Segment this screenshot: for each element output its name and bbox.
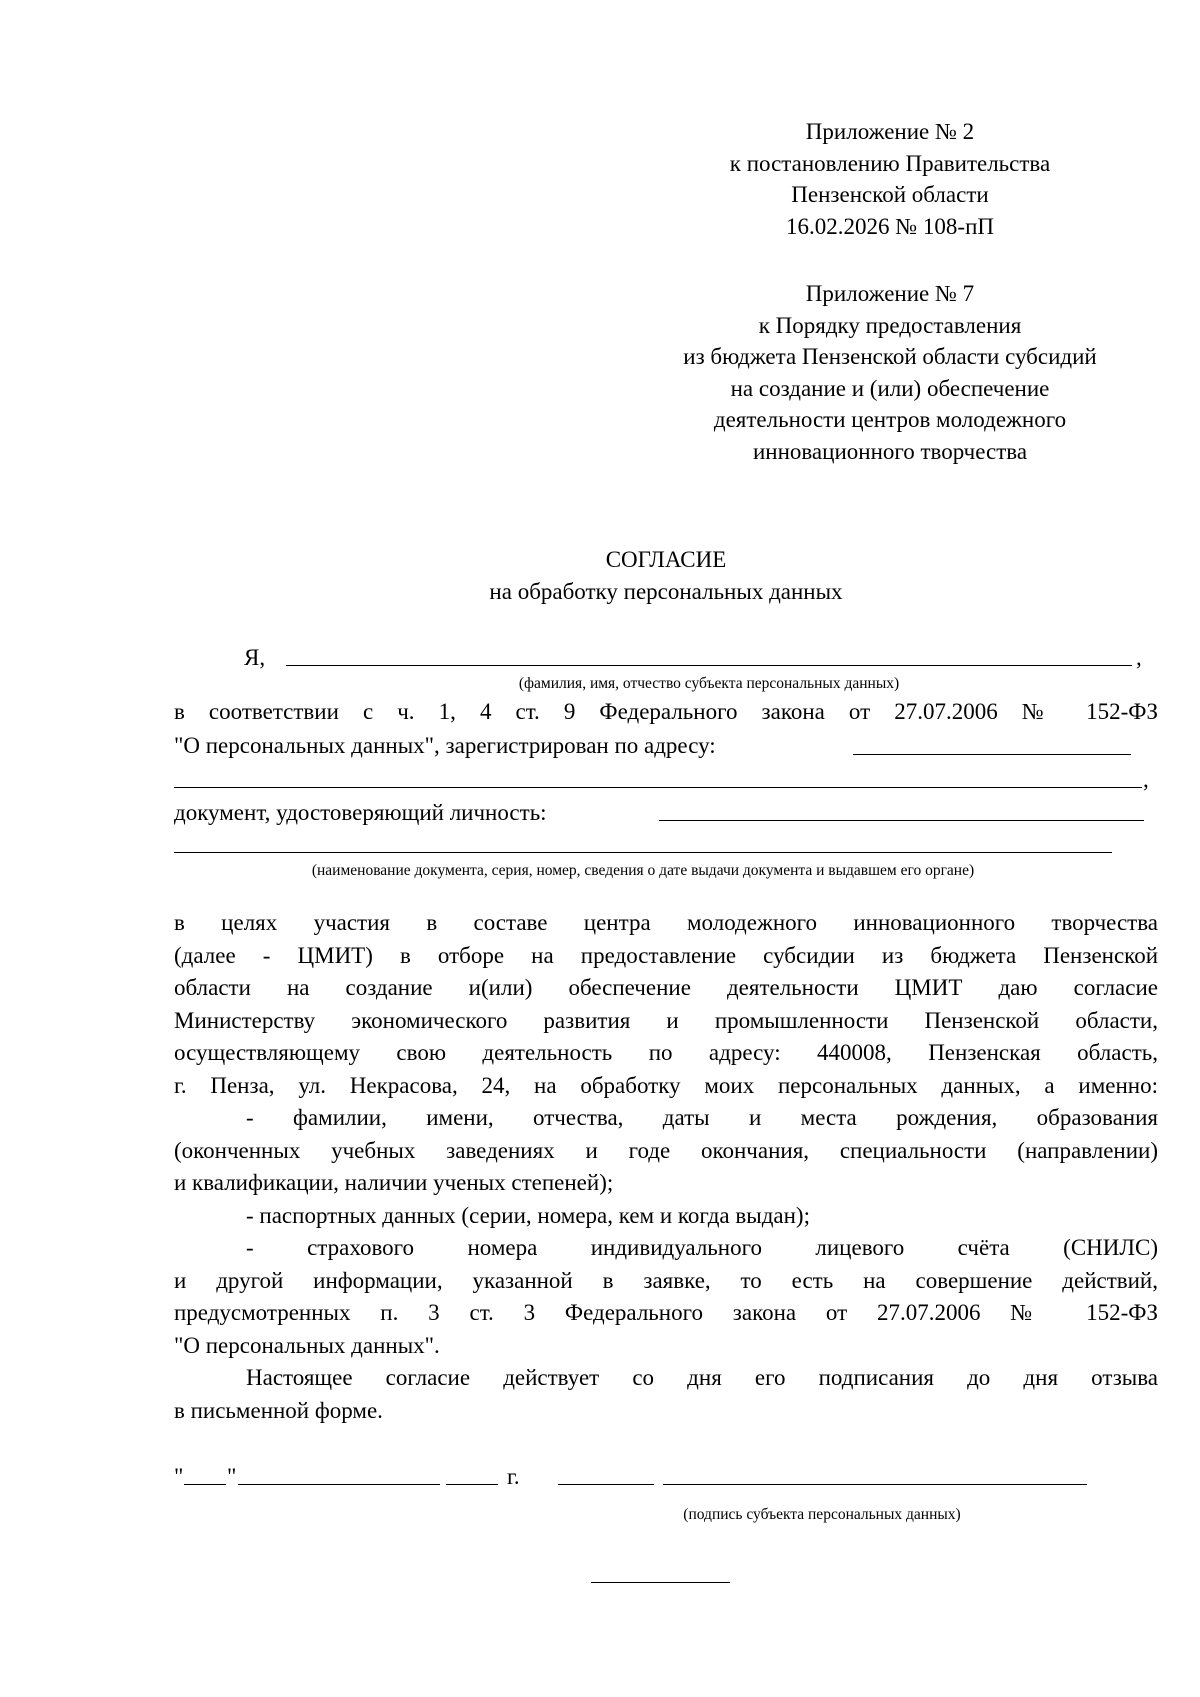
month-input-line[interactable]: [238, 1484, 440, 1485]
validity-line: Настоящее согласие действует со дня его подписания до дня отзыва: [246, 1365, 1158, 1390]
date-quote-close: ": [227, 1464, 237, 1489]
appendix-2-line: к постановлению Правительства: [729, 150, 1051, 176]
body-line: г. Пенза, ул. Некрасова, 24, на обработку моих персональных данных, а именно:: [174, 1072, 1158, 1098]
list-item-line: и квалификации, наличии ученых степеней);: [174, 1170, 614, 1195]
list-item-line: - паспортных данных (серии, номера, кем и когда выдан);: [246, 1202, 810, 1228]
fio-comma: ,: [1136, 645, 1142, 670]
body-line: области на создание и(или) обеспечение деятельности ЦМИТ даю согласие: [174, 975, 1158, 1000]
signature-hint: (подпись субъекта персональных данных): [683, 1506, 961, 1523]
id-doc-input-line-2[interactable]: [174, 852, 1112, 853]
appendix-7-line: Приложение № 7: [805, 281, 975, 306]
fio-hint: (фамилия, имя, отчество субъекта персональных данных): [518, 675, 900, 692]
list-item-line: "О персональных данных".: [174, 1332, 440, 1358]
appendix-7-line: к Порядку предоставления: [758, 312, 1022, 338]
appendix-2-line: Приложение № 2: [805, 119, 975, 144]
list-item-line: - страхового номера индивидуального лицевого счёта (СНИЛС): [246, 1235, 1158, 1260]
document-title: СОГЛАСИЕ: [605, 547, 727, 572]
validity-line: в письменной форме.: [174, 1397, 383, 1423]
appendix-7-line: из бюджета Пензенской области субсидий: [683, 344, 1097, 369]
end-separator: [591, 1582, 730, 1583]
law-line-1: в соответствии с ч. 1, 4 ст. 9 Федерального закона от 27.07.2006 № 152-ФЗ: [174, 699, 1158, 724]
list-item-line: и другой информации, указанной в заявке, то есть на совершение действий,: [174, 1267, 1158, 1293]
list-item-line: (оконченных учебных заведениях и годе окончания, специальности (направлении): [174, 1137, 1158, 1163]
appendix-2-line: 16.02.2026 № 108-пП: [785, 213, 995, 239]
fio-input-line[interactable]: [286, 665, 1132, 666]
appendix-7-line: инновационного творчества: [752, 438, 1028, 464]
body-line: осуществляющему свою деятельность по адресу: 440008, Пензенская область,: [174, 1040, 1158, 1065]
law-line-2: "О персональных данных", зарегистрирован по адресу:: [174, 733, 716, 758]
date-quote-open: ": [174, 1464, 184, 1489]
body-line: Министерству экономического развития и промышленности Пензенской области,: [174, 1007, 1158, 1033]
id-doc-label: документ, удостоверяющий личность:: [174, 800, 547, 825]
list-item-line: предусмотренных п. 3 ст. 3 Федерального закона от 27.07.2006 № 152-ФЗ: [174, 1300, 1158, 1325]
list-item-line: - фамилии, имени, отчества, даты и места рождения, образования: [246, 1105, 1158, 1130]
day-input-line[interactable]: [184, 1484, 226, 1485]
address-comma: ,: [1143, 767, 1149, 792]
appendix-7-line: на создание и (или) обеспечение: [730, 375, 1050, 401]
signature-name-input-line[interactable]: [663, 1484, 1087, 1485]
id-doc-input-line-1[interactable]: [659, 820, 1144, 821]
appendix-7-block: [600, 278, 1180, 467]
body-line: в целях участия в составе центра молодежного инновационного творчества: [174, 910, 1158, 935]
year-suffix: г.: [507, 1464, 520, 1489]
appendix-2-block: [600, 116, 1180, 242]
signature-input-line[interactable]: [558, 1484, 654, 1485]
address-input-line-1[interactable]: [853, 754, 1131, 755]
address-input-line-2[interactable]: [174, 787, 1142, 788]
appendix-7-line: деятельности центров молодежного: [713, 407, 1067, 432]
document-subtitle: на обработку персональных данных: [489, 579, 843, 604]
ya-prefix: Я,: [244, 645, 266, 670]
id-doc-hint: (наименование документа, серия, номер, сведения о дате выдачи документа и выдавшем его органе): [311, 862, 975, 879]
year-input-line[interactable]: [446, 1484, 498, 1485]
appendix-2-line: Пензенской области: [791, 182, 989, 207]
body-line: (далее - ЦМИТ) в отборе на предоставление субсидии из бюджета Пензенской: [174, 942, 1158, 968]
